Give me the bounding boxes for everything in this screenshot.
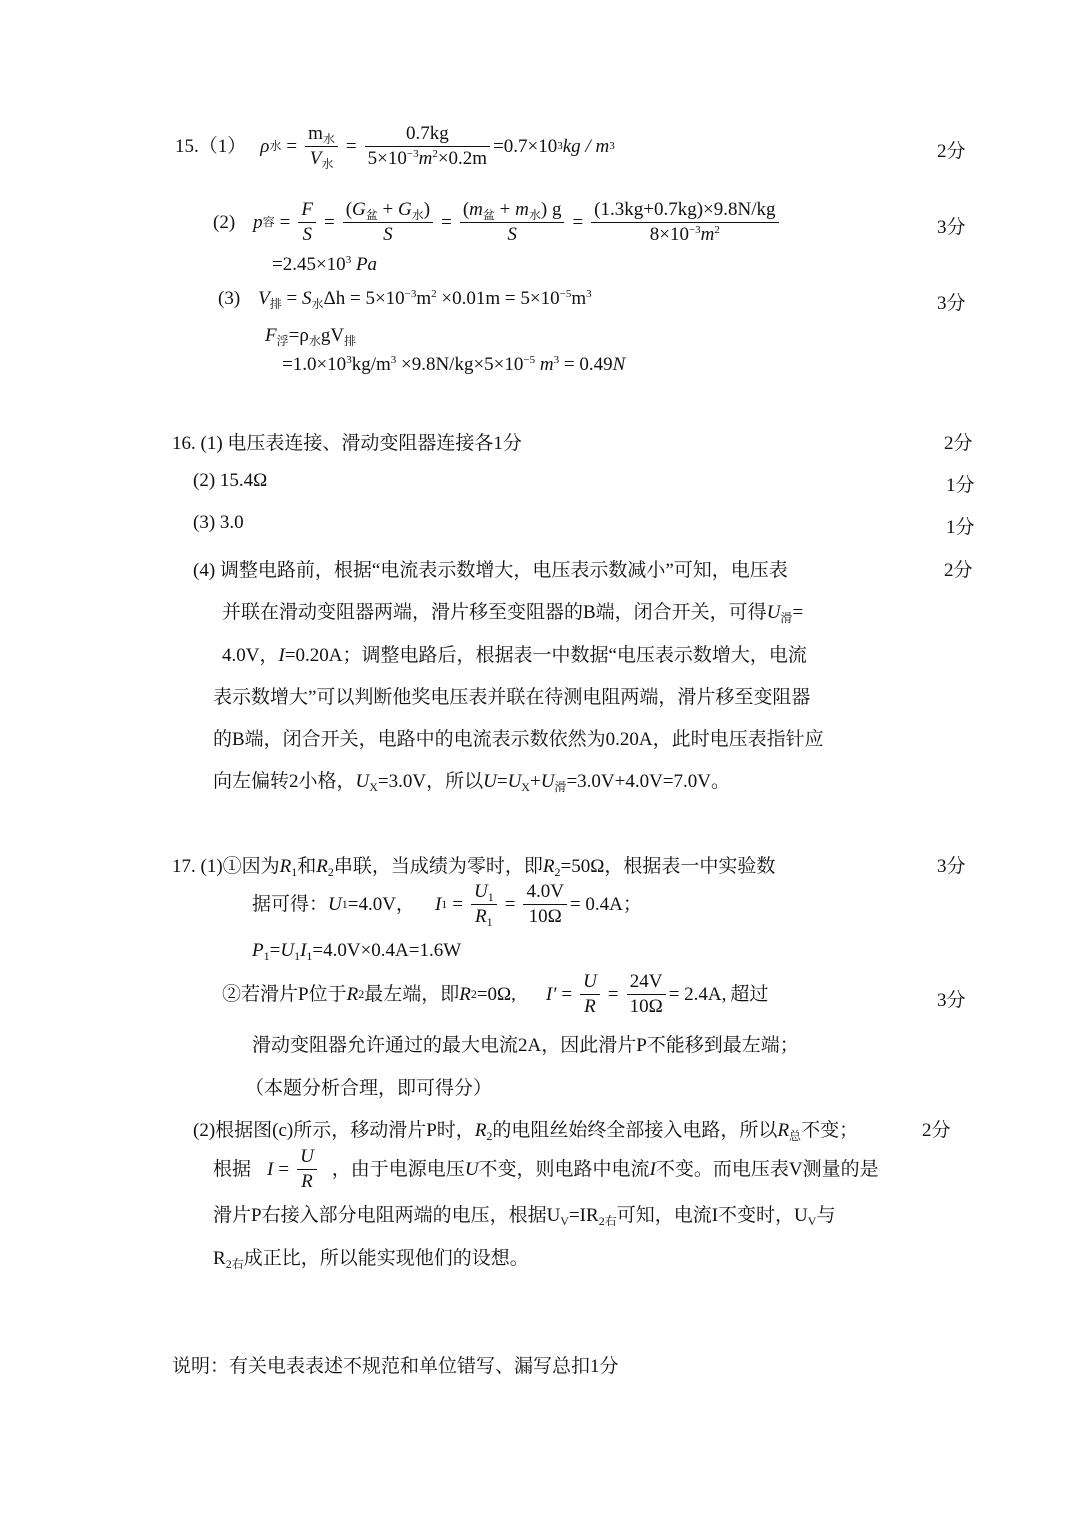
q15-part2-line2: $=2.45\times 10^3$ Pa bbox=[272, 254, 378, 275]
q17-line8: 根据 I = $\frac{U}{R}$ ，由于电源电压 U 不变，则电路中电流 I 不变。而电压表V测量的是 bbox=[213, 1146, 879, 1192]
q15-part2: (2) p 容 = $\frac{F}{S}$ = $\frac{(G_盆 + G_水)}{S}$ = $\frac{(m_盆 + m_水) g}{S}$ = $\frac{(1.3kg+0.7kg)\times 9.8N/kg}{8\times 10^{-3}m^2}$ bbox=[213, 198, 782, 247]
q16-line7: 表示数增大”可以判断他奖电压表并联在待测电阻两端，滑片移至变阻器 bbox=[213, 687, 811, 708]
q15-part3-line2: $F_浮=\rho_水gV_排$ bbox=[265, 325, 357, 348]
q16-score4: 2分 bbox=[944, 560, 973, 581]
q16-line1: 16. (1) 电压表连接、滑动变阻器连接各1分 bbox=[172, 433, 522, 454]
q15-number: 15. bbox=[175, 135, 199, 157]
q17-line5: 滑动变阻器允许通过的最大电流2A，因此滑片P不能移到最左端； bbox=[252, 1035, 799, 1056]
q17-line3: $P_1=U_1I_1=4.0V\times 0.4A=1.6W$ bbox=[252, 940, 462, 963]
q17-line6: （本题分析合理，即可得分） bbox=[245, 1078, 493, 1099]
q17-line9: 滑片P右接入部分电阻两端的电压，根据$U_V=IR_{2右}$可知，电流I不变时，$U_V$与 bbox=[213, 1205, 836, 1228]
q17-score3: 2分 bbox=[922, 1120, 951, 1141]
q17-score1: 3分 bbox=[937, 856, 966, 877]
q16-line5: 并联在滑动变阻器两端，滑片移至变阻器的B端，闭合开关，可得$U_滑=$ bbox=[222, 602, 804, 625]
q16-line9: 向左偏转2小格，$U_X=3.0V$，所以$U=U_X+U_滑=3.0V+4.0V=7.0V$。 bbox=[213, 771, 730, 794]
q17-line10: $R_{2右}$成正比，所以能实现他们的设想。 bbox=[213, 1248, 529, 1271]
q15-part1: 15. （1） ρ 水 = $\frac{m_水}{V_水}$ = $\frac{0.7kg}{5\times 10^{-3}m^2\times 0.2m}$ =0.7×10 3 kg / m 3 bbox=[175, 123, 615, 171]
q16-line2: (2) 15.4Ω bbox=[193, 470, 268, 491]
q16-score2: 1分 bbox=[946, 475, 975, 496]
q17-score2: 3分 bbox=[937, 990, 966, 1011]
q17-line2: 据可得： U 1 =4.0V， I 1 = $\frac{U_1}{R_1}$ = $\frac{4.0V}{10\Omega}$ = 0.4A ； bbox=[252, 881, 642, 929]
q16-score3: 1分 bbox=[946, 517, 975, 538]
q17-line4: ②若滑片P位于 R 2 最左端，即 R 2 =0Ω, I′ = $\frac{U}{R}$ = $\frac{24V}{10\Omega}$ = 2.4A, 超过 bbox=[222, 971, 769, 1017]
q15-part3-line3: $=1.0\times 10^3kg/m^3 \times 9.8N/kg\times 5\times 10^{-5}$ $m^3 = 0.49N$ bbox=[282, 354, 626, 375]
q16-score1: 2分 bbox=[944, 433, 973, 454]
q15-frac-value: $\frac{0.7kg}{5\times 10^{-3}m^2\times 0.2m}$ bbox=[365, 122, 490, 171]
q16-line8: 的B端，闭合开关，电路中的电流表示数依然为0.20A，此时电压表指针应 bbox=[213, 729, 824, 750]
q16-line3: (3) 3.0 bbox=[193, 512, 244, 533]
q15-part2-label: (2) bbox=[213, 211, 236, 233]
grading-note: 说明：有关电表表述不规范和单位错写、漏写总扣1分 bbox=[172, 1356, 619, 1377]
rho-symbol: ρ bbox=[260, 135, 270, 157]
q17-line1: 17. (1)①因为$R_1$和$R_2$串联，当成绩为零时，即$R_2=50\Omega$，根据表一中实验数 bbox=[172, 856, 776, 879]
q15-part1-score: 2分 bbox=[937, 141, 966, 162]
q16-line4: (4) 调整电路前，根据“电流表示数增大，电压表示数减小”可知，电压表 bbox=[193, 560, 788, 581]
q16-line6: 4.0V，I=0.20A；调整电路后，根据表一中数据“电压表示数增大，电流 bbox=[222, 645, 807, 666]
q15-part2-score: 3分 bbox=[937, 217, 966, 238]
q15-part3-score: 3分 bbox=[937, 293, 966, 314]
q15-part3-line1: (3) $V_排 = S_水\Delta h = 5\times 10^{-3}m^2 \times 0.01m = 5\times 10^{-5}m^3$ bbox=[218, 288, 592, 311]
q15-part1-label: （1） bbox=[198, 135, 247, 157]
q17-line7: (2)根据图(c)所示，移动滑片P时，$R_2$的电阻丝始终全部接入电路，所以$R_总$不变； bbox=[193, 1120, 859, 1143]
q15-frac-m-over-v: $\frac{m_水}{V_水}$ bbox=[305, 122, 338, 171]
